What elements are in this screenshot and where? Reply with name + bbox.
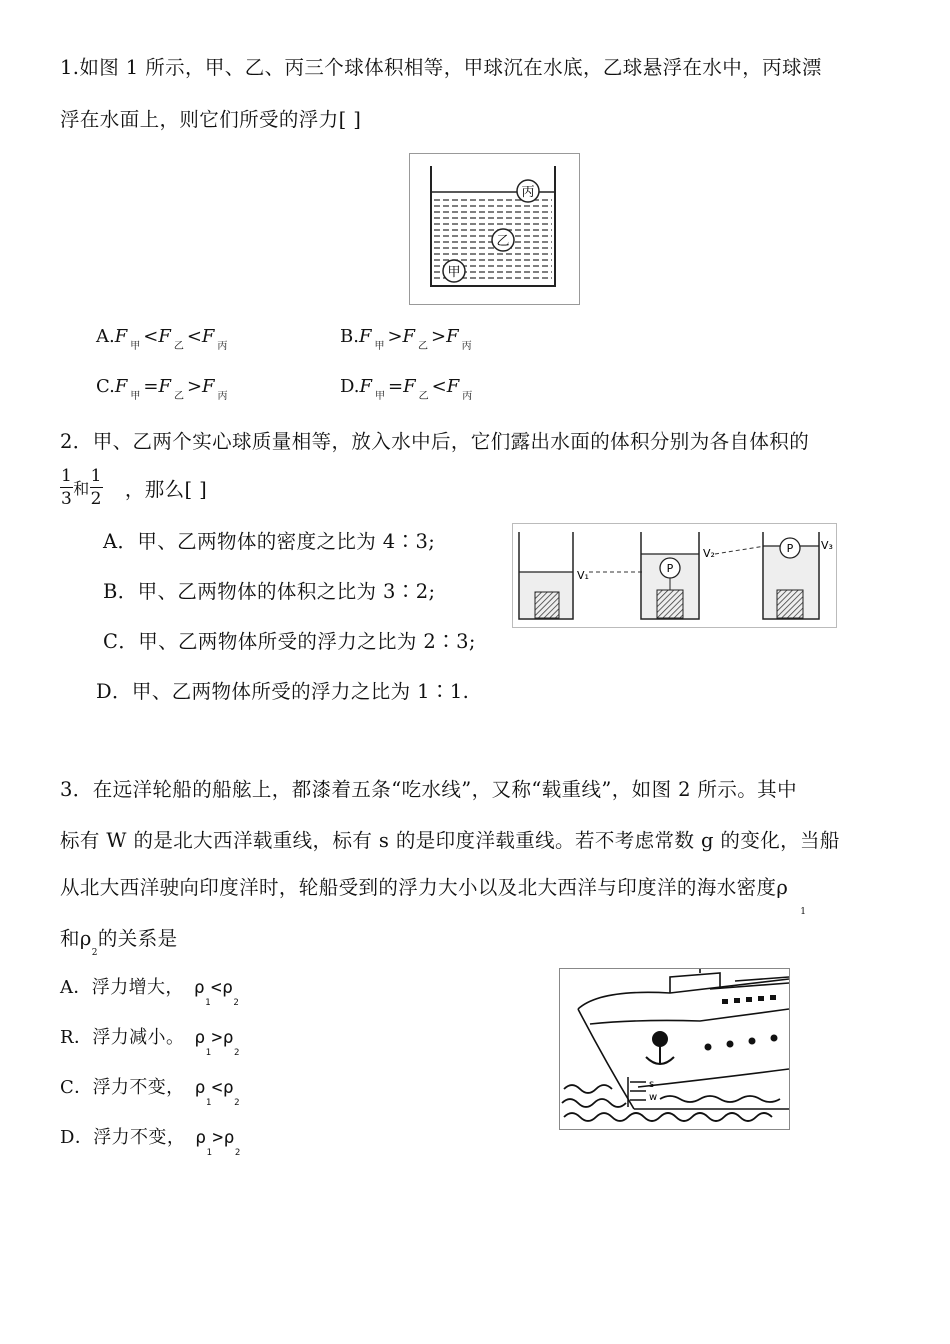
- load-line-label-s: s: [649, 1079, 655, 1090]
- rho-subscript-2: 2: [91, 948, 98, 958]
- subscript: 甲: [375, 391, 386, 402]
- rho-symbol: ρ: [193, 977, 206, 998]
- option-text: R．浮力减小。: [60, 1027, 185, 1048]
- relation-operator: <: [211, 1077, 223, 1098]
- subscript: 乙: [418, 341, 429, 352]
- volume-label-v3: V₃: [821, 539, 833, 552]
- fraction-numerator: 1: [90, 466, 102, 486]
- relation-operator: >: [212, 1127, 224, 1148]
- subscript: 2: [234, 1148, 241, 1158]
- subscript: 甲: [130, 341, 141, 352]
- fraction-one-third: [60, 465, 73, 510]
- q1-text-line1: 1.如图 1 所示，甲、乙、丙三个球体积相等，甲球沉在水底，乙球悬浮在水中，丙球漂: [60, 56, 822, 79]
- figure-2-ship-container: [559, 968, 790, 1130]
- rho-symbol: ρ: [223, 1127, 235, 1148]
- force-symbol: F: [201, 326, 215, 347]
- q1-option-a: [96, 326, 230, 352]
- relation-operator: <: [143, 326, 159, 347]
- q2-tail-text: ，那么[ ]: [124, 477, 208, 501]
- q3-line4-suffix: 的关系是: [97, 927, 178, 950]
- subscript: 1: [205, 1048, 212, 1058]
- q1-option-c: [96, 376, 231, 402]
- subscript: 1: [205, 1098, 212, 1108]
- fraction-denominator: 2: [90, 489, 102, 509]
- q3-option-c: [60, 1073, 240, 1108]
- option-label: A.: [96, 326, 115, 347]
- relation-operator: <: [431, 376, 447, 397]
- q3-line3-text: 从北大西洋驶向印度洋时，轮船受到的浮力大小以及北大西洋与印度洋的海水密度ρ: [60, 876, 789, 899]
- subscript: 1: [205, 998, 211, 1008]
- force-symbol: F: [358, 326, 372, 347]
- force-symbol: F: [402, 326, 416, 347]
- q3-text-line2: 标有 W 的是北大西洋载重线，标有 s 的是印度洋载重线。若不考虑常数 g 的变化，当船: [60, 829, 840, 852]
- rho-symbol: ρ: [222, 977, 234, 998]
- force-symbol: F: [114, 326, 128, 347]
- volume-label-v2: V₂: [703, 547, 715, 560]
- ball-label-bottom: 甲: [447, 265, 461, 280]
- force-symbol: F: [403, 376, 416, 397]
- subscript: 丙: [217, 391, 228, 402]
- rho-subscript-1: 1: [800, 907, 807, 917]
- rho-symbol: ρ: [222, 1027, 234, 1048]
- q3-text-line3: [60, 872, 807, 917]
- force-symbol: F: [158, 376, 171, 397]
- ball-label-p2: P: [786, 542, 794, 555]
- subscript: 2: [233, 1048, 240, 1058]
- q2-option-b: B．甲、乙两物体的体积之比为 3∶2;: [103, 580, 436, 603]
- rho-symbol: ρ: [194, 1077, 206, 1098]
- q3-text-line4: [60, 923, 178, 958]
- q2-text-line2: [60, 465, 207, 510]
- q3-option-d: [60, 1123, 241, 1158]
- rho-symbol: ρ: [222, 1077, 235, 1098]
- subscript: 丙: [217, 341, 228, 352]
- option-label: C.: [96, 376, 115, 397]
- force-symbol: F: [446, 326, 459, 347]
- figure-2-ship-drawing: [560, 969, 789, 1129]
- relation-operator: =: [388, 376, 404, 397]
- figure-1-container: [409, 153, 580, 305]
- ball-label-mid: 乙: [496, 234, 510, 249]
- subscript: 1: [206, 1148, 213, 1158]
- conjunction: 和: [73, 479, 90, 498]
- relation-operator: <: [186, 326, 202, 347]
- figure-1-diagram: [410, 154, 579, 304]
- subscript: 2: [233, 998, 240, 1008]
- subscript: 甲: [374, 341, 385, 352]
- load-line-label-w: w: [649, 1092, 658, 1103]
- figure-q2-diagram: [513, 524, 836, 627]
- q2-option-c: C．甲、乙两物体所受的浮力之比为 2∶3;: [103, 630, 476, 653]
- force-symbol: F: [359, 376, 373, 397]
- fraction-one-half: [90, 465, 103, 510]
- relation-operator: >: [431, 326, 447, 347]
- option-text: D．浮力不变，: [60, 1127, 186, 1148]
- subscript: 丙: [461, 341, 472, 352]
- relation-operator: >: [186, 376, 203, 397]
- rho-symbol: ρ: [195, 1127, 207, 1148]
- q1-text-line2: 浮在水面上，则它们所受的浮力[ ]: [60, 108, 362, 131]
- fraction-numerator: 1: [61, 466, 73, 486]
- option-label: D.: [340, 376, 360, 397]
- subscript: 2: [234, 1098, 240, 1108]
- anchor-icon: [646, 1032, 674, 1064]
- q3-option-b: [60, 1023, 240, 1058]
- volume-label-v1: V₁: [577, 569, 589, 582]
- subscript: 甲: [130, 391, 141, 402]
- q1-option-b: [340, 326, 475, 352]
- q1-option-d: [340, 376, 475, 402]
- q2-text-line1: 2．甲、乙两个实心球质量相等，放入水中后，它们露出水面的体积分别为各自体积的: [60, 430, 810, 453]
- subscript: 乙: [173, 391, 184, 402]
- relation-operator: <: [210, 977, 223, 998]
- ball-label-p: P: [666, 562, 674, 575]
- q2-option-a: A．甲、乙两物体的密度之比为 4∶3;: [103, 530, 436, 553]
- relation-operator: =: [143, 376, 159, 397]
- subscript: 丙: [462, 391, 473, 402]
- option-label: B.: [340, 326, 359, 347]
- q3-option-a: [60, 973, 240, 1008]
- q3-text-line1: 3．在远洋轮船的船舷上，都漆着五条“吃水线”，又称“载重线”，如图 2 所示。其中: [60, 778, 797, 801]
- force-symbol: F: [114, 376, 128, 397]
- subscript: 乙: [173, 341, 184, 352]
- rho-symbol: ρ: [194, 1027, 206, 1048]
- figure-q2-container: [512, 523, 837, 628]
- option-text: C．浮力不变，: [60, 1077, 185, 1098]
- force-symbol: F: [446, 376, 460, 397]
- subscript: 乙: [418, 391, 429, 402]
- q3-line4-prefix: 和ρ: [60, 927, 92, 950]
- relation-operator: >: [387, 326, 403, 347]
- relation-operator: >: [211, 1027, 223, 1048]
- force-symbol: F: [158, 326, 171, 347]
- q2-option-d: D．甲、乙两物体所受的浮力之比为 1∶1.: [96, 680, 470, 703]
- fraction-denominator: 3: [61, 489, 73, 509]
- force-symbol: F: [202, 376, 215, 397]
- option-text: A．浮力增大，: [60, 977, 184, 998]
- ball-label-top: 丙: [521, 185, 535, 200]
